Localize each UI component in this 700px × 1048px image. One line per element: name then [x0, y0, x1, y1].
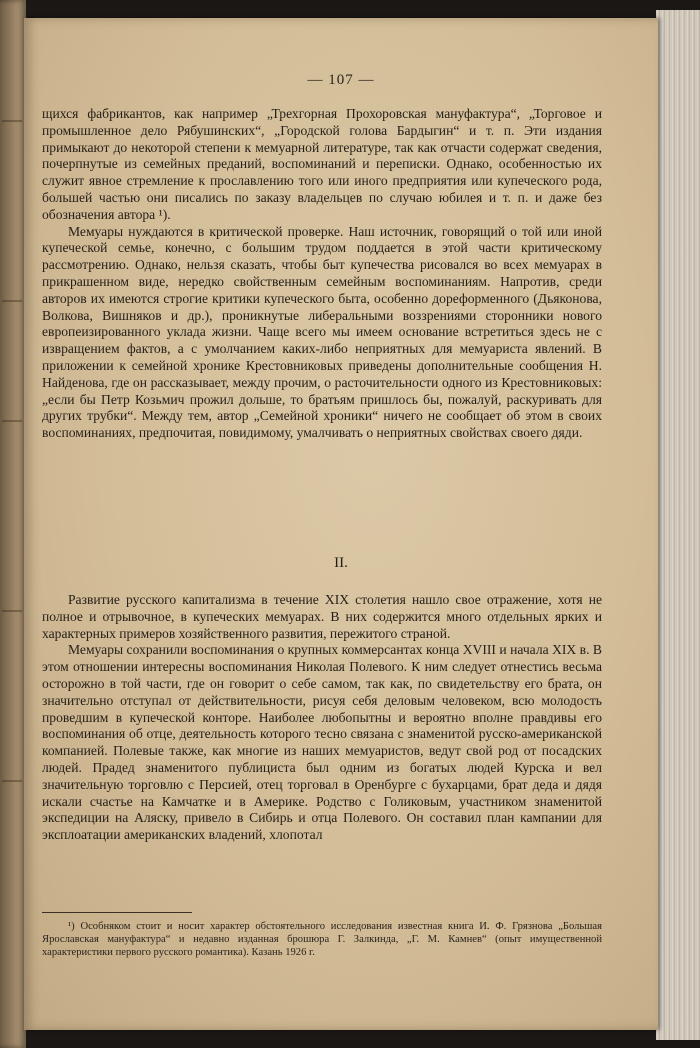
facing-page-edge: [0, 0, 26, 1048]
paragraph: Мемуары нуждаются в критической проверке. Наш источник, говорящий о той или иной купеческой семье, конечно, с большим трудом поддается в этой части критическому рассмотрению. Однако, нельзя сказать, чтобы быт купечества рисовался во всех мемуарах в прикрашенном виде, нередко свойственным семейным воспоминаниям. Напротив, среди авторов их имеются строгие критики купеческого быта, особенно дореформенного (Дьяконова, Волкова, Вишняков и др.), проникнутые либеральными воззрениями сторонники нового европеизированного уклада жизни. Чаще всего мы имеем основание встретиться здесь не с извращением фактов, а с умолчанием каких-либо неприятных для мемуариста явлений. В приложении к семейной хронике Крестовниковых приведены дополнительные сообщения Н. Найденова, где он рассказывает, между прочим, о расточительности одного из Крестовниковых: „если бы Петр Козьмич прожил дольше, то братьям пришлось бы, пожалуй, раскуривать для других трубки“. Между тем, автор „Семейной хроники“ ничего не сообщает об этом в своих воспоминаниях, предпочитая, повидимому, умалчивать о неприятных свойствах своего дяди.: [42, 223, 602, 441]
paragraph: Развитие русского капитализма в течение XIX столетия нашло свое отражение, хотя не полное и отрывочное, в купеческих мемуарах. В них содержится много отдельных ярких и характерных примеров хозяйственного развития, пережитого страной.: [42, 592, 602, 641]
page-number: — 107 —: [307, 72, 375, 88]
paragraph: щихся фабрикантов, как например „Трехгорная Прохоровская мануфактура“, „Торговое и промышленное дело Рябушинских“, „Городской голова Бардыгин“ и т. п. Эти издания примыкают до некоторой степени к мемуарной литературе, так как отчасти содержат сведения, почерпнутые из семейных преданий, воспоминаний и переписки. Однако, особенностью их служит явное стремление к прославлению того или иного предприятия или купеческого рода, большей частью они писались по заказу владельцев по случаю юбилея и т. п. и даже без обозначения автора ¹).: [42, 106, 602, 222]
footnote: ¹) Особняком стоит и носит характер обстоятельного исследования известная книга И. Ф. Грязнова „Большая Ярославская мануфактура“ и недавно изданная брошюра Г. Залкинда, „Г. М. Камнев“ (опыт имущественной характеристики первого русского романтика). Казань 1926 г.: [42, 921, 602, 958]
book-page: [24, 18, 658, 1030]
footnote-divider: [42, 912, 192, 913]
page-stack-edge: [656, 10, 700, 1040]
paragraph: Мемуары сохранили воспоминания о крупных коммерсантах конца XVIII и начала XIX в. В этом отношении интересны воспоминания Николая Полевого. К ним следует отнестись весьма осторожно в той части, где он говорит о себе самом, так как, по свидетельству его брата, он значительно отступал от действительности, рисуя себя деловым человеком, всю молодость проведшим в купеческой конторе. Наиболее любопытны и вероятно вполне правдивы его воспоминания об отце, деятельность которого тесно связана с знаменитой русско-американской компанией. Полевые также, как многие из наших мемуаристов, ведут свой род от посадских людей. Прадед знаменитого публициста был одним из богатых людей Курска и вел значительную торговлю с Персией, отец торговал в Оренбурге с бухарцами, брат деда и дядя искали счастье на Камчатке и в Америке. Родство с Голиковым, участником знаменитой экспедиции на Аляску, привело в Сибирь и отца Полевого. Он составил план кампании для эксплоатации американских владений, хлопотал: [42, 642, 602, 843]
section-heading: II.: [334, 555, 348, 571]
text-block-bottom: [42, 592, 602, 844]
text-block-top: [42, 106, 602, 442]
